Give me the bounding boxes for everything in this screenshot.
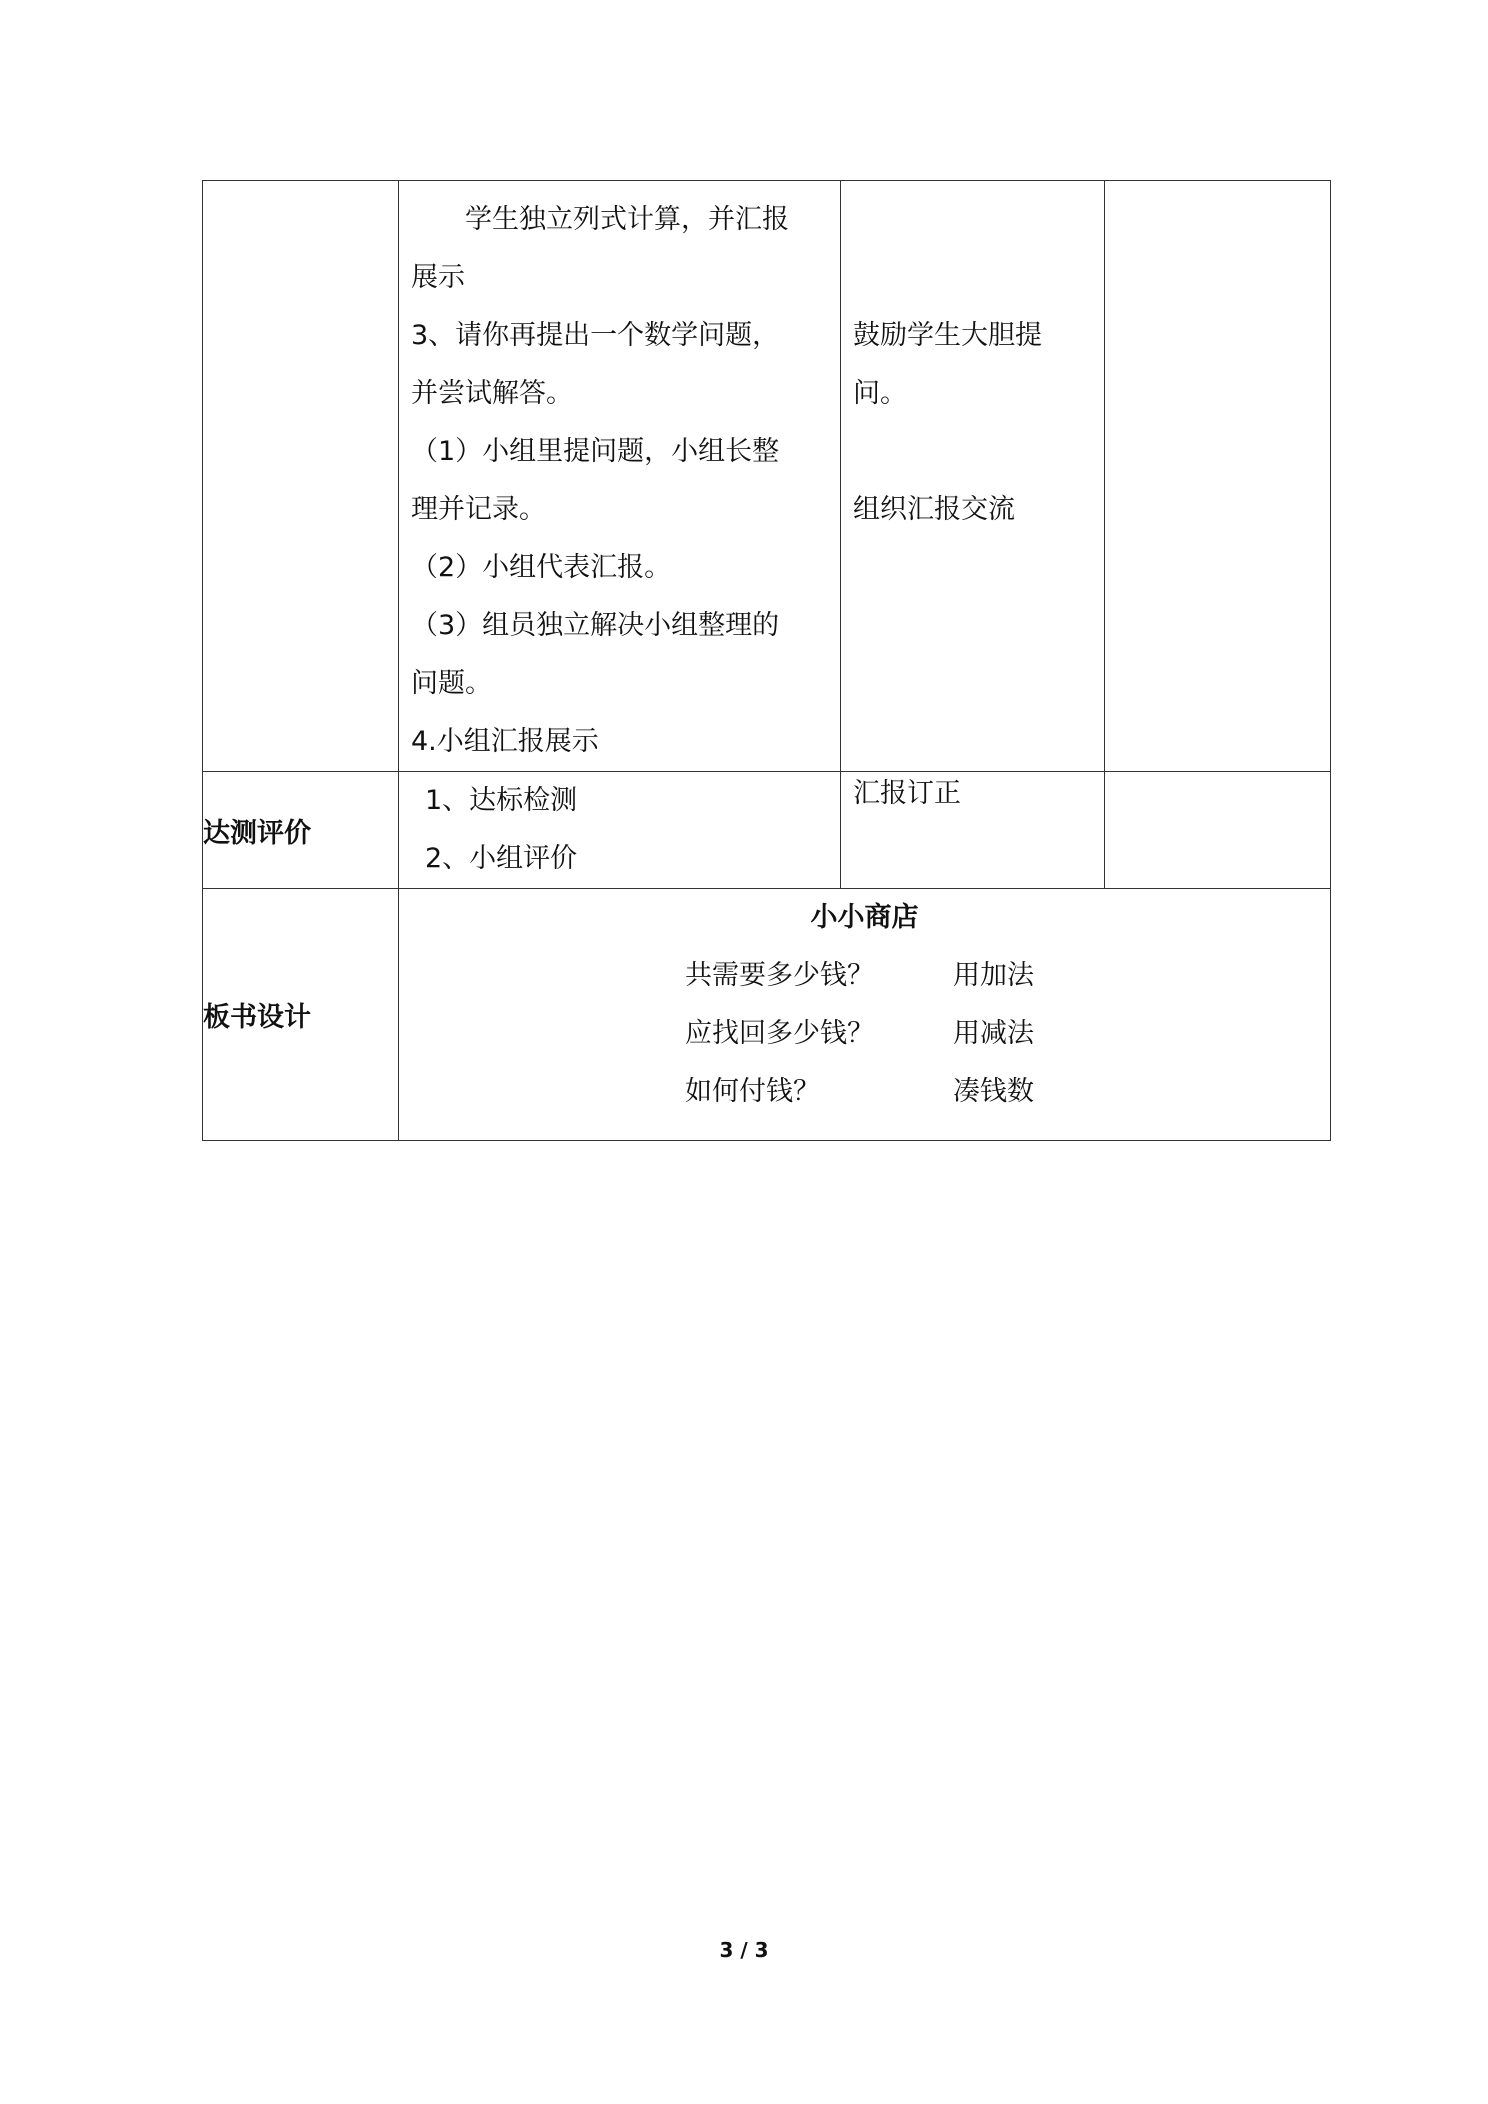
row-heading: 达测评价 <box>203 772 399 889</box>
board-answer: 用减法 <box>953 1018 1034 1049</box>
table-cell-empty <box>1105 181 1331 772</box>
activity-cell <box>399 772 841 889</box>
text-line: 1、达标检测 <box>425 785 578 816</box>
board-answer: 凑钱数 <box>953 1076 1034 1107</box>
text-line: （2）小组代表汇报。 <box>411 552 672 583</box>
text-line: 并尝试解答。 <box>411 378 573 409</box>
board-line <box>399 1063 1330 1121</box>
text-line: 问。 <box>853 378 907 409</box>
text-line: 理并记录。 <box>411 494 546 525</box>
lesson-plan-table <box>202 180 1331 1141</box>
board-answer: 用加法 <box>953 960 1034 991</box>
text-line: 组织汇报交流 <box>853 494 1015 525</box>
text-line: 4.小组汇报展示 <box>411 726 599 757</box>
text-line: 展示 <box>411 262 465 293</box>
text-line: （1）小组里提问题，小组长整 <box>411 436 780 467</box>
board-question: 应找回多少钱？ <box>685 1018 874 1049</box>
table-row <box>203 889 1331 1141</box>
text-line: 2、小组评价 <box>425 843 578 874</box>
teacher-guidance-cell <box>841 181 1105 772</box>
teacher-guidance-cell <box>841 772 1105 889</box>
text-line: 鼓励学生大胆提 <box>853 320 1042 351</box>
text-line: 3、请你再提出一个数学问题， <box>411 320 780 351</box>
table-cell-empty <box>203 181 399 772</box>
row-heading: 板书设计 <box>203 889 399 1141</box>
board-line <box>399 1005 1330 1063</box>
page-number: 3 / 3 <box>719 1938 769 1962</box>
text-line: 学生独立列式计算，并汇报 <box>465 204 789 235</box>
board-question: 共需要多少钱？ <box>685 960 874 991</box>
table-row <box>203 772 1331 889</box>
text-line: （3）组员独立解决小组整理的 <box>411 610 780 641</box>
board-title: 小小商店 <box>810 902 919 933</box>
text-line: 汇报订正 <box>853 778 961 809</box>
board-line <box>399 947 1330 1005</box>
board-design-cell <box>399 889 1331 1141</box>
table-cell-empty <box>1105 772 1331 889</box>
activity-cell <box>399 181 841 772</box>
table-row <box>203 181 1331 772</box>
board-question: 如何付钱？ <box>685 1076 820 1107</box>
text-line: 问题。 <box>411 668 492 699</box>
